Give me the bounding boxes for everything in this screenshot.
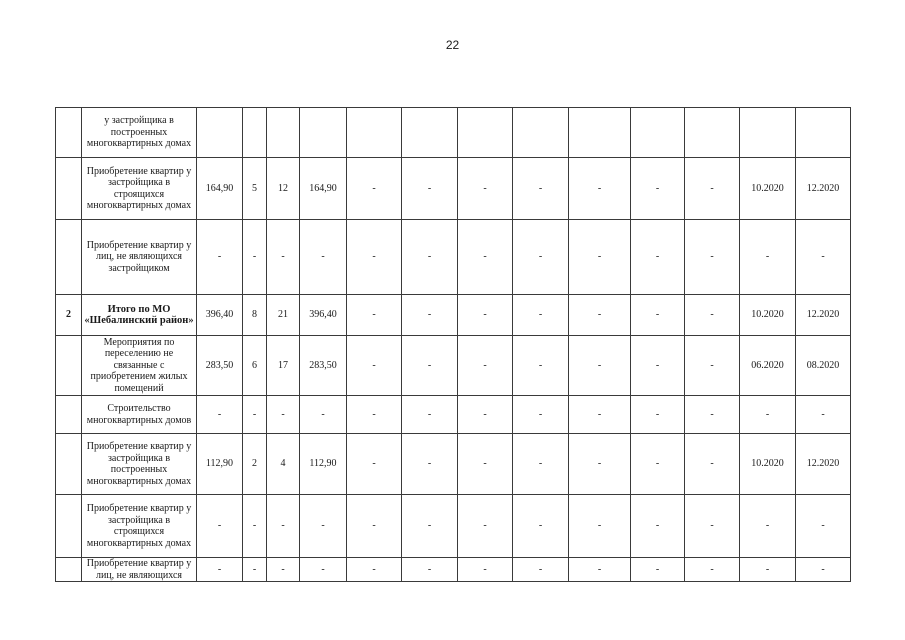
value-cell: - — [267, 396, 300, 434]
value-cell: - — [267, 558, 300, 582]
table-row — [56, 558, 851, 582]
row-description-cell: Приобретение квартир у застройщика в строящихся многоквартирных домах — [82, 495, 197, 558]
value-cell: - — [631, 158, 685, 220]
row-description-cell: Мероприятия по переселению не связанные с приобретением жилых помещений — [82, 336, 197, 396]
value-cell: - — [402, 495, 458, 558]
value-cell: - — [347, 158, 402, 220]
value-cell: - — [685, 434, 740, 495]
value-cell: 2 — [243, 434, 267, 495]
value-cell: 164,90 — [300, 158, 347, 220]
value-cell: - — [569, 396, 631, 434]
value-cell — [458, 108, 513, 158]
value-cell: - — [458, 558, 513, 582]
table-row — [56, 108, 851, 158]
value-cell — [402, 108, 458, 158]
value-cell: - — [347, 220, 402, 295]
value-cell — [796, 108, 851, 158]
row-number-cell — [56, 220, 82, 295]
row-description-cell: Строительство многоквартирных домов — [82, 396, 197, 434]
table-row — [56, 295, 851, 336]
table-row — [56, 336, 851, 396]
value-cell: - — [513, 295, 569, 336]
value-cell — [197, 108, 243, 158]
page-number: 22 — [445, 38, 460, 52]
value-cell: - — [300, 558, 347, 582]
value-cell: - — [347, 495, 402, 558]
value-cell: - — [402, 396, 458, 434]
value-cell: - — [513, 434, 569, 495]
table-row — [56, 434, 851, 495]
value-cell: - — [631, 295, 685, 336]
value-cell: 21 — [267, 295, 300, 336]
value-cell: 06.2020 — [740, 336, 796, 396]
value-cell — [513, 108, 569, 158]
value-cell: - — [458, 158, 513, 220]
value-cell: - — [513, 495, 569, 558]
value-cell — [347, 108, 402, 158]
value-cell: - — [569, 434, 631, 495]
value-cell: 12.2020 — [796, 158, 851, 220]
value-cell: 12.2020 — [796, 434, 851, 495]
value-cell: - — [569, 220, 631, 295]
value-cell: 6 — [243, 336, 267, 396]
value-cell: - — [740, 396, 796, 434]
value-cell: 164,90 — [197, 158, 243, 220]
value-cell: 10.2020 — [740, 434, 796, 495]
table-row — [56, 495, 851, 558]
value-cell: - — [569, 336, 631, 396]
table-row — [56, 220, 851, 295]
value-cell: - — [402, 434, 458, 495]
value-cell: - — [197, 220, 243, 295]
value-cell: 10.2020 — [740, 295, 796, 336]
row-description-cell: Приобретение квартир у застройщика в построенных многоквартирных домах — [82, 434, 197, 495]
value-cell: - — [631, 558, 685, 582]
value-cell: - — [402, 158, 458, 220]
value-cell: 12.2020 — [796, 295, 851, 336]
value-cell: - — [458, 295, 513, 336]
value-cell: - — [458, 396, 513, 434]
value-cell: 10.2020 — [740, 158, 796, 220]
row-description-cell: Итого по МО «Шебалинский район» — [82, 295, 197, 336]
value-cell: - — [685, 295, 740, 336]
value-cell: 4 — [267, 434, 300, 495]
value-cell: - — [513, 558, 569, 582]
value-cell: 17 — [267, 336, 300, 396]
resettlement-table — [55, 107, 851, 582]
value-cell: - — [740, 220, 796, 295]
row-number-cell — [56, 108, 82, 158]
value-cell: - — [458, 336, 513, 396]
value-cell: - — [740, 558, 796, 582]
value-cell: - — [402, 558, 458, 582]
row-description-cell: Приобретение квартир у лиц, не являющихся застройщиком — [82, 220, 197, 295]
value-cell — [267, 108, 300, 158]
value-cell: - — [347, 336, 402, 396]
value-cell: - — [300, 495, 347, 558]
value-cell: 5 — [243, 158, 267, 220]
row-number-cell — [56, 434, 82, 495]
table-row — [56, 396, 851, 434]
row-description-cell: Приобретение квартир у застройщика в строящихся многоквартирных домах — [82, 158, 197, 220]
row-number-cell — [56, 558, 82, 582]
value-cell — [631, 108, 685, 158]
value-cell: - — [685, 336, 740, 396]
value-cell: - — [197, 495, 243, 558]
row-number-cell: 2 — [56, 295, 82, 336]
value-cell: - — [631, 495, 685, 558]
value-cell: - — [685, 558, 740, 582]
value-cell: - — [458, 220, 513, 295]
value-cell: - — [796, 495, 851, 558]
value-cell: - — [796, 558, 851, 582]
value-cell: - — [513, 158, 569, 220]
value-cell: - — [685, 396, 740, 434]
table-row — [56, 158, 851, 220]
row-number-cell — [56, 158, 82, 220]
row-number-cell — [56, 396, 82, 434]
value-cell: 12 — [267, 158, 300, 220]
value-cell: 396,40 — [300, 295, 347, 336]
value-cell — [685, 108, 740, 158]
value-cell: - — [631, 396, 685, 434]
row-number-cell — [56, 495, 82, 558]
value-cell: - — [513, 220, 569, 295]
value-cell: - — [347, 434, 402, 495]
value-cell: - — [513, 396, 569, 434]
value-cell: - — [513, 336, 569, 396]
value-cell: - — [300, 396, 347, 434]
value-cell: - — [197, 558, 243, 582]
value-cell: 283,50 — [197, 336, 243, 396]
value-cell: - — [300, 220, 347, 295]
value-cell: - — [685, 495, 740, 558]
value-cell: 283,50 — [300, 336, 347, 396]
row-description-cell: у застройщика в построенных многоквартирных домах — [82, 108, 197, 158]
value-cell: - — [402, 336, 458, 396]
row-number-cell — [56, 336, 82, 396]
value-cell — [740, 108, 796, 158]
row-description-cell: Приобретение квартир у лиц, не являющихся — [82, 558, 197, 582]
value-cell: - — [267, 220, 300, 295]
value-cell: - — [267, 495, 300, 558]
value-cell: - — [569, 558, 631, 582]
value-cell: - — [458, 495, 513, 558]
value-cell: 396,40 — [197, 295, 243, 336]
value-cell: - — [243, 396, 267, 434]
value-cell: - — [243, 495, 267, 558]
value-cell: - — [685, 158, 740, 220]
value-cell: - — [458, 434, 513, 495]
value-cell: - — [740, 495, 796, 558]
value-cell: - — [243, 558, 267, 582]
value-cell: - — [197, 396, 243, 434]
value-cell — [243, 108, 267, 158]
value-cell: - — [347, 295, 402, 336]
value-cell: - — [569, 295, 631, 336]
value-cell: - — [569, 495, 631, 558]
value-cell: - — [685, 220, 740, 295]
value-cell: 08.2020 — [796, 336, 851, 396]
value-cell: - — [402, 295, 458, 336]
value-cell: - — [402, 220, 458, 295]
value-cell: - — [796, 220, 851, 295]
value-cell: 112,90 — [197, 434, 243, 495]
value-cell: - — [347, 558, 402, 582]
value-cell: - — [347, 396, 402, 434]
value-cell: 112,90 — [300, 434, 347, 495]
value-cell: 8 — [243, 295, 267, 336]
value-cell: - — [569, 158, 631, 220]
value-cell: - — [631, 336, 685, 396]
value-cell: - — [631, 220, 685, 295]
value-cell — [569, 108, 631, 158]
value-cell: - — [796, 396, 851, 434]
value-cell: - — [243, 220, 267, 295]
value-cell — [300, 108, 347, 158]
value-cell: - — [631, 434, 685, 495]
